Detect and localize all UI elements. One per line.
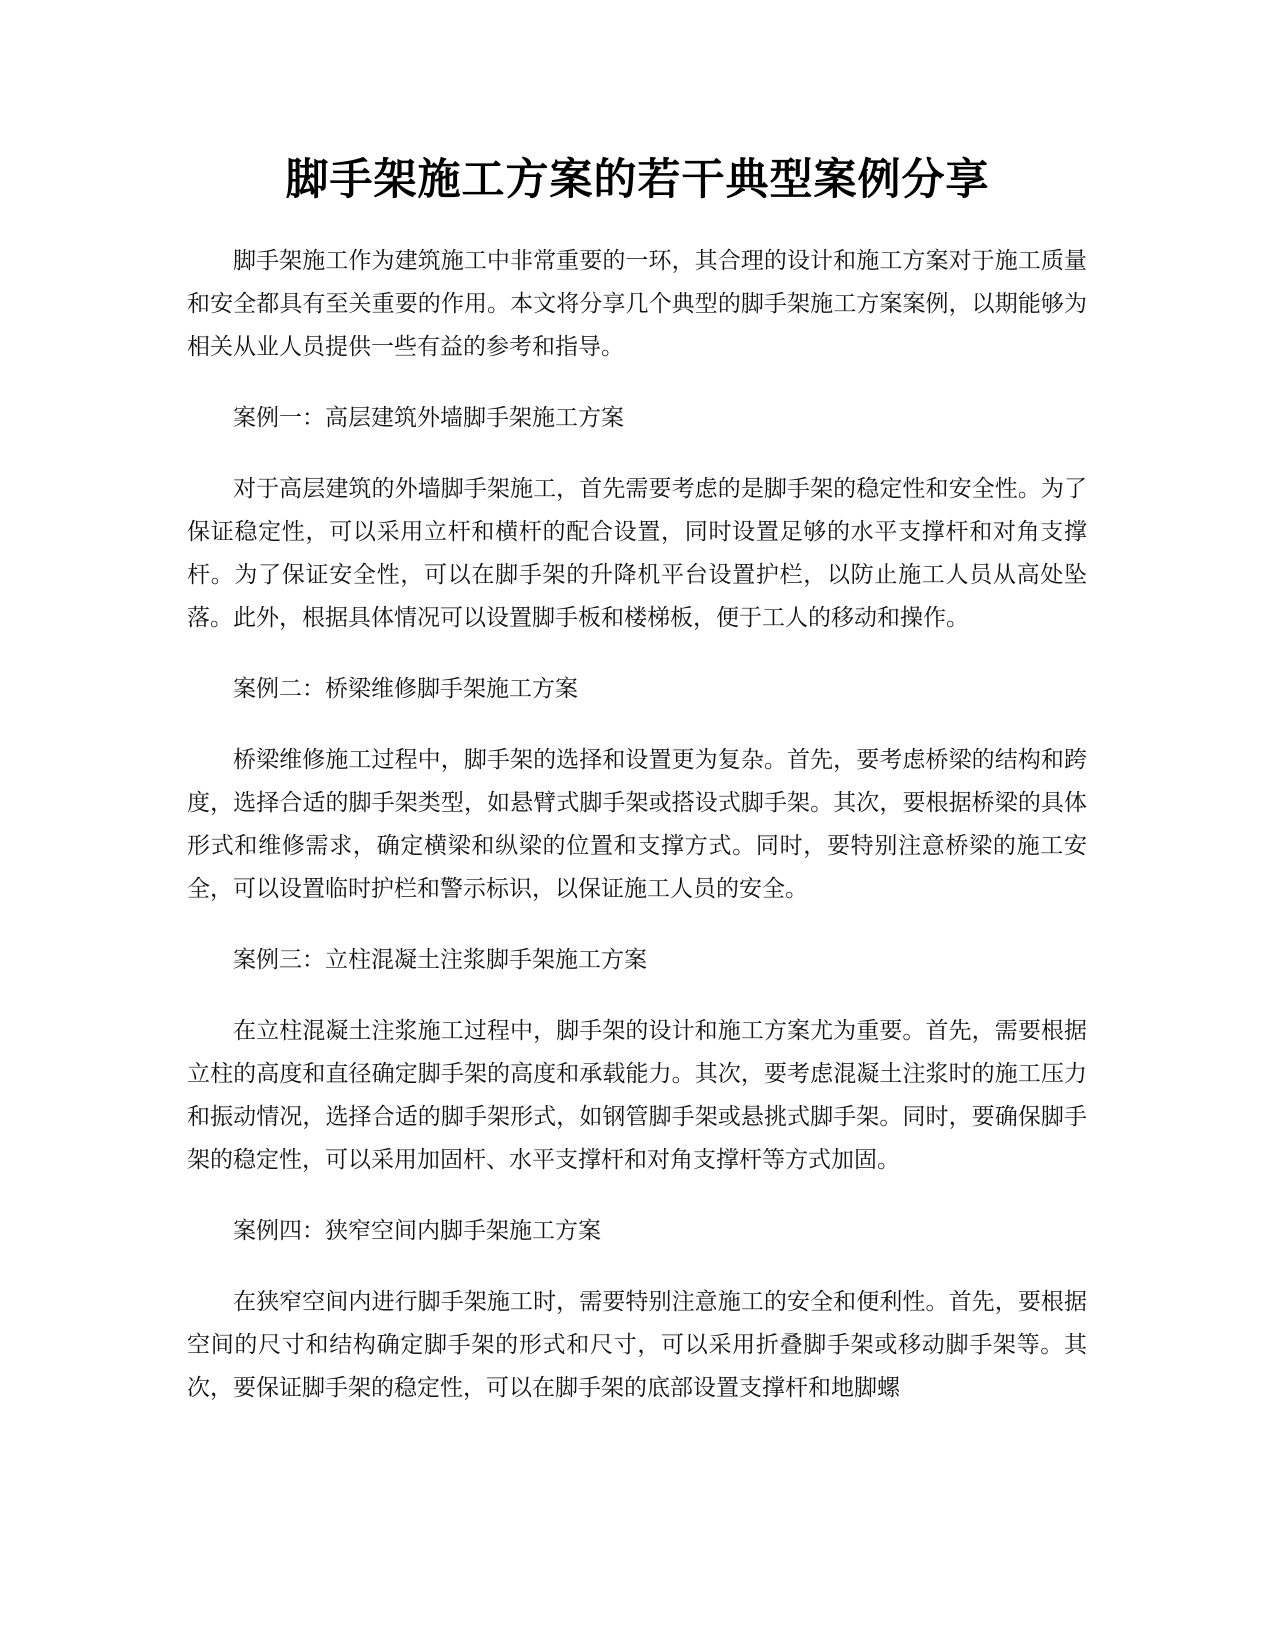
case-3-paragraph: 在立柱混凝土注浆施工过程中，脚手架的设计和施工方案尤为重要。首先，需要根据立柱的高度和直径确定脚手架的高度和承载能力。其次，要考虑混凝土注浆时的施工压力和振动情况，选择合适的脚手架形式，如钢管脚手架或悬挑式脚手架。同时，要确保脚手架的稳定性，可以采用加固杆、水平支撑杆和对角支撑杆等方式加固。 — [187, 1018, 1087, 1173]
case-3-heading: 案例三：立柱混凝土注浆脚手架施工方案 — [233, 947, 647, 973]
document-body — [187, 240, 1087, 1438]
intro-paragraph: 脚手架施工作为建筑施工中非常重要的一环，其合理的设计和施工方案对于施工质量和安全都具有至关重要的作用。本文将分享几个典型的脚手架施工方案案例，以期能够为相关从业人员提供一些有益的参考和指导。 — [187, 248, 1087, 360]
case-4-heading: 案例四：狭窄空间内脚手架施工方案 — [233, 1218, 601, 1244]
case-1-heading: 案例一：高层建筑外墙脚手架施工方案 — [233, 405, 624, 431]
case-4-paragraph: 在狭窄空间内进行脚手架施工时，需要特别注意施工的安全和便利性。首先，要根据空间的尺寸和结构确定脚手架的形式和尺寸，可以采用折叠脚手架或移动脚手架等。其次，要保证脚手架的稳定性，可以在脚手架的底部设置支撑杆和地脚螺 — [187, 1289, 1087, 1401]
case-1-paragraph: 对于高层建筑的外墙脚手架施工，首先需要考虑的是脚手架的稳定性和安全性。为了保证稳定性，可以采用立杆和横杆的配合设置，同时设置足够的水平支撑杆和对角支撑杆。为了保证安全性，可以在脚手架的升降机平台设置护栏，以防止施工人员从高处坠落。此外，根据具体情况可以设置脚手板和楼梯板，便于工人的移动和操作。 — [187, 476, 1087, 631]
document-title: 脚手架施工方案的若干典型案例分享 — [285, 155, 990, 205]
case-2-paragraph: 桥梁维修施工过程中，脚手架的选择和设置更为复杂。首先，要考虑桥梁的结构和跨度，选择合适的脚手架类型，如悬臂式脚手架或搭设式脚手架。其次，要根据桥梁的具体形式和维修需求，确定横梁和纵梁的位置和支撑方式。同时，要特别注意桥梁的施工安全，可以设置临时护栏和警示标识，以保证施工人员的安全。 — [187, 747, 1087, 902]
case-2-heading: 案例二：桥梁维修脚手架施工方案 — [233, 676, 578, 702]
